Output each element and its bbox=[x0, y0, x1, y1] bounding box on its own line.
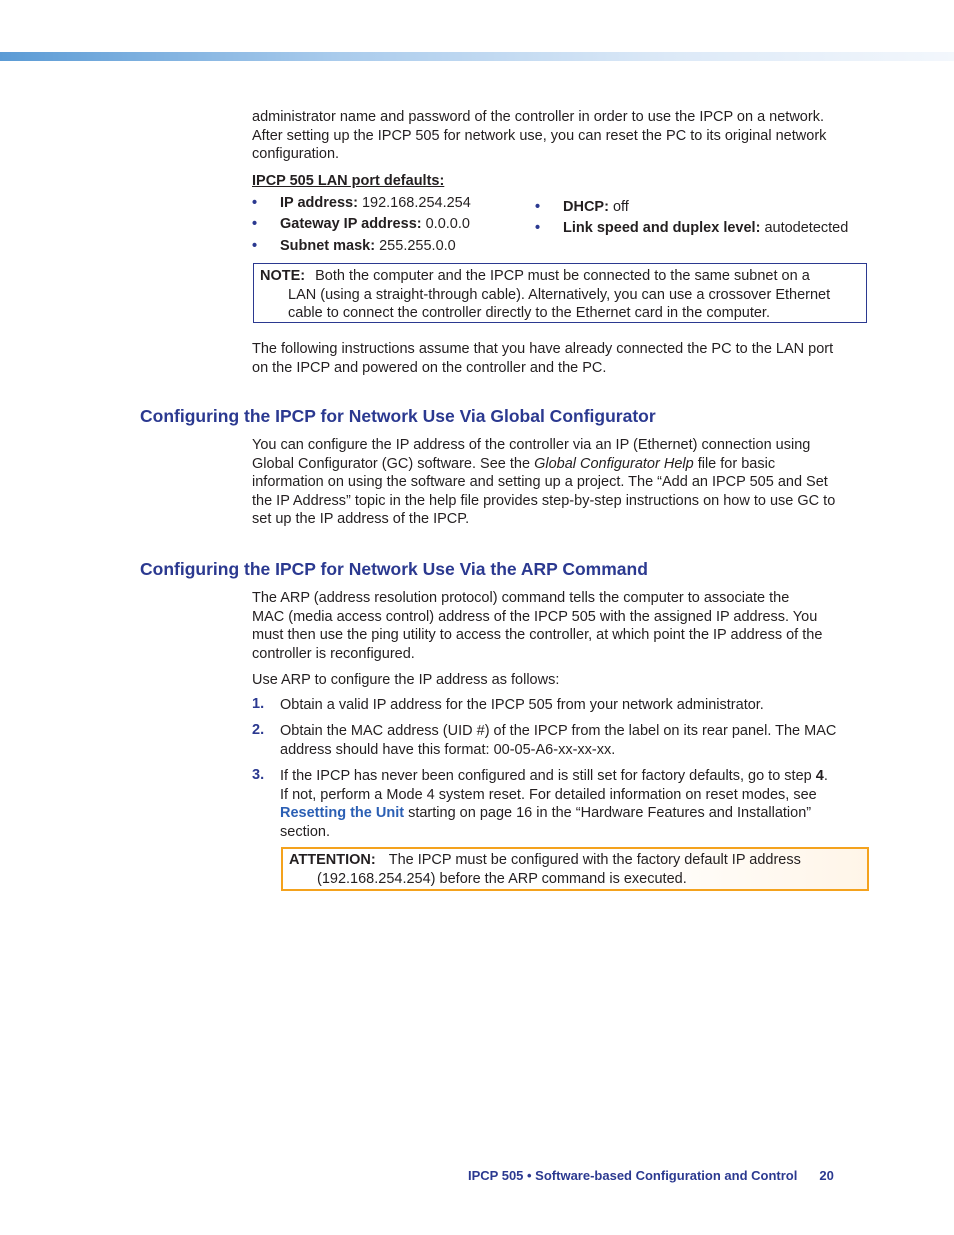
step-2-text bbox=[280, 722, 870, 759]
page-footer bbox=[468, 1168, 834, 1183]
step-line: . bbox=[823, 768, 828, 784]
section1-line: Global Configurator (GC) software. See the bbox=[252, 455, 535, 472]
attention-line: The IPCP must be configured with the factory default IP address bbox=[388, 852, 801, 868]
step-number: 1. bbox=[252, 696, 265, 712]
step-1-text bbox=[280, 696, 870, 715]
step-line: Obtain the MAC address (UID #) of the IPCP from the label on its rear panel. The MAC bbox=[280, 723, 837, 739]
gc-help-title: Global Configurator Help bbox=[534, 455, 694, 472]
bullet-label: DHCP: bbox=[563, 199, 609, 215]
following-line: The following instructions assume that you have already connected the PC to the LAN port bbox=[252, 341, 834, 357]
section2-line: must then use the ping utility to access the controller, at which point the IP address of the bbox=[252, 627, 823, 644]
intro-line: configuration. bbox=[252, 146, 340, 163]
intro-line: administrator name and password of the controller in order to use the IPCP on a network. bbox=[252, 109, 824, 125]
bullet-icon: • bbox=[535, 199, 541, 215]
step-line: If the IPCP has never been configured and is still set for factory defaults, go to step bbox=[280, 768, 816, 784]
intro-paragraph bbox=[252, 108, 872, 164]
bullet-label: Subnet mask: bbox=[280, 238, 376, 254]
note-line: LAN (using a straight-through cable). Alternatively, you can use a crossover Ethernet bbox=[288, 286, 831, 303]
section1-line: You can configure the IP address of the controller via an IP (Ethernet) connection using bbox=[252, 437, 811, 453]
step-3-text bbox=[280, 767, 870, 841]
attention-box bbox=[281, 847, 869, 891]
section1-line: file for basic bbox=[693, 455, 776, 472]
section1-line: the IP Address” topic in the help file provides step-by-step instructions on how to use GC to bbox=[252, 492, 836, 509]
following-line: on the IPCP and powered on the controller and the PC. bbox=[252, 359, 607, 376]
bullet-label: IP address: bbox=[280, 195, 358, 211]
section2-line: The ARP (address resolution protocol) command tells the computer to associate the bbox=[252, 590, 790, 606]
note-box bbox=[253, 263, 867, 323]
resetting-the-unit-link[interactable]: Resetting the Unit bbox=[280, 805, 405, 822]
header-gradient-bar bbox=[0, 52, 954, 61]
following-paragraph bbox=[252, 340, 872, 377]
intro-line: After setting up the IPCP 505 for network use, you can reset the PC to its original network bbox=[252, 127, 827, 144]
step-number: 3. bbox=[252, 767, 265, 783]
bullet-icon: • bbox=[252, 238, 258, 254]
step-line: If not, perform a Mode 4 system reset. For detailed information on reset modes, see bbox=[280, 786, 817, 803]
section2-line: controller is reconfigured. bbox=[252, 645, 415, 662]
bullet-value: 0.0.0.0 bbox=[421, 216, 470, 232]
step-line: address should have this format: 00-05-A6-xx-xx-xx. bbox=[280, 741, 616, 758]
bullet-value: off bbox=[608, 199, 629, 215]
section2-paragraph bbox=[252, 589, 872, 663]
bullet-value: 255.255.0.0 bbox=[375, 238, 456, 254]
section-heading-arp-command: Configuring the IPCP for Network Use Via the ARP Command bbox=[140, 559, 648, 579]
bullet-value: autodetected bbox=[760, 220, 849, 236]
note-label: NOTE: bbox=[260, 268, 306, 284]
step-ref: 4 bbox=[815, 768, 824, 784]
step-line: Obtain a valid IP address for the IPCP 505 from your network administrator. bbox=[280, 697, 764, 713]
step-line: starting on page 16 in the “Hardware Features and Installation” bbox=[404, 805, 812, 822]
note-line: cable to connect the controller directly to the Ethernet card in the computer. bbox=[288, 305, 770, 322]
footer-text: IPCP 505 • Software-based Configuration and Control bbox=[468, 1168, 798, 1183]
attention-label: ATTENTION: bbox=[289, 852, 376, 868]
note-line: Both the computer and the IPCP must be connected to the same subnet on a bbox=[315, 268, 810, 284]
section1-paragraph bbox=[252, 436, 872, 529]
section1-line: set up the IP address of the IPCP. bbox=[252, 511, 470, 528]
page-number: 20 bbox=[819, 1168, 834, 1183]
section2-line: MAC (media access control) address of the IPCP 505 with the assigned IP address. You bbox=[252, 608, 818, 625]
bullet-label: Gateway IP address: bbox=[280, 216, 422, 232]
section1-line: information on using the software and setting up a project. The “Add an IPCP 505 and Set bbox=[252, 474, 828, 491]
bullet-icon: • bbox=[252, 195, 258, 211]
defaults-heading: IPCP 505 LAN port defaults: bbox=[252, 173, 445, 189]
step-number: 2. bbox=[252, 722, 265, 738]
bullet-icon: • bbox=[252, 216, 258, 232]
section-heading-global-configurator: Configuring the IPCP for Network Use Via Global Configurator bbox=[140, 406, 656, 426]
bullet-value: 192.168.254.254 bbox=[357, 195, 471, 211]
step-line: section. bbox=[280, 823, 330, 840]
use-arp-paragraph: Use ARP to configure the IP address as follows: bbox=[252, 672, 560, 688]
bullet-icon: • bbox=[535, 220, 541, 236]
bullet-label: Link speed and duplex level: bbox=[563, 220, 761, 236]
attention-line: (192.168.254.254) before the ARP command is executed. bbox=[317, 870, 687, 887]
